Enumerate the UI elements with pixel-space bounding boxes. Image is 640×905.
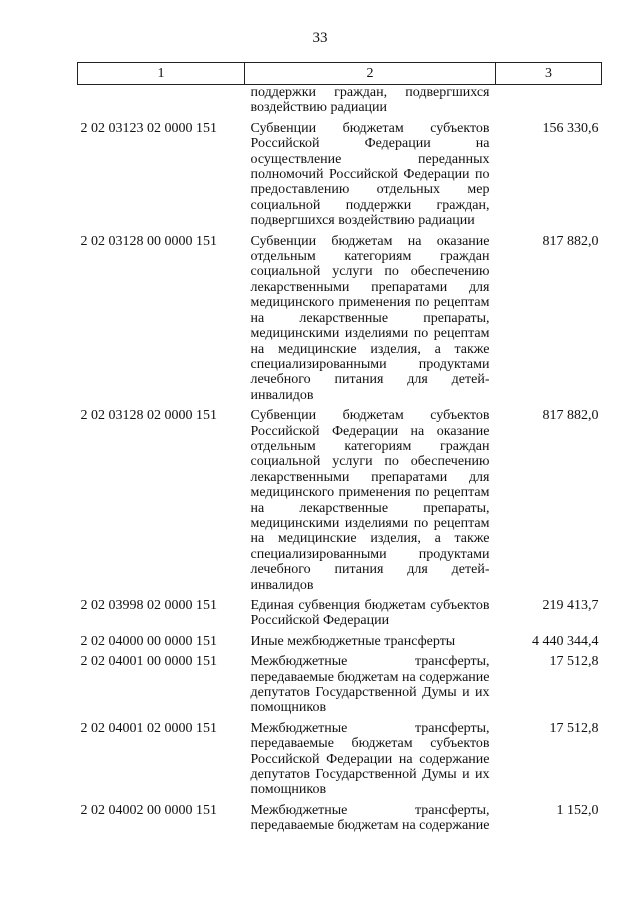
column-header-amount: 3 (496, 63, 602, 85)
row-amount: 817 882,0 (542, 408, 599, 424)
row-amount: 17 512,8 (549, 720, 599, 736)
column-header-code: 1 (78, 63, 245, 85)
row-code: 2 02 03128 02 0000 151 (80, 408, 217, 424)
row-name: Субвенции бюджетам субъектов Российской Федерации на осуществление переданных полномочий Российской Федерации по предоставлению отдельных мер социальной поддержки граждан, подвергшихся воздействию радиации (250, 120, 490, 229)
row-amount: 219 413,7 (542, 598, 599, 613)
table-row (78, 721, 602, 803)
table-row (78, 121, 602, 234)
row-name-cell (245, 598, 496, 634)
row-name-cell (245, 85, 496, 121)
table-row (78, 634, 602, 654)
table-header-row (78, 63, 602, 85)
row-code-cell (78, 85, 245, 121)
row-name-cell (245, 121, 496, 234)
row-amount: 1 152,0 (556, 802, 599, 818)
row-amount: 17 512,8 (549, 654, 599, 670)
row-code: 2 02 03998 02 0000 151 (80, 598, 217, 613)
row-name-cell (245, 654, 496, 721)
continuation-text: поддержки граждан, подвергшихся воздействию радиации (250, 85, 490, 116)
row-amount-cell (496, 85, 602, 121)
row-code: 2 02 04000 00 0000 151 (80, 633, 217, 649)
row-code: 2 02 04001 02 0000 151 (80, 720, 217, 736)
row-name: Единая субвенция бюджетам субъектов Российской Федерации (250, 598, 490, 629)
column-header-name: 2 (245, 63, 496, 85)
table-row (78, 654, 602, 721)
row-name: Межбюджетные трансферты, передаваемые бюджетам на содержание депутатов Государственной Думы и их помощников (250, 654, 490, 716)
row-name-cell (245, 721, 496, 803)
row-name-cell (245, 234, 496, 408)
row-code: 2 02 04002 00 0000 151 (80, 802, 217, 818)
row-name-cell (245, 408, 496, 598)
row-name: Субвенции бюджетам субъектов Российской Федерации на оказание отдельным категориям граждан социальной услуги по обеспечению лекарственными препаратами для медицинского применения по рецептам на лекарственные препараты, медицинскими изделиями по рецептам на медицинские изделия, а также специализированными продуктами лечебного питания для детей-инвалидов (250, 408, 490, 593)
row-name: Межбюджетные трансферты, передаваемые бюджетам на содержание (250, 802, 490, 834)
row-name: Субвенции бюджетам на оказание отдельным категориям граждан социальной услуги по обеспечению лекарственными препаратами для медицинского применения по рецептам на лекарственные препараты, медицинскими изделиями по рецептам на медицинские изделия, а также специализированными продуктами лечебного питания для детей-инвалидов (250, 233, 490, 403)
table-row (78, 234, 602, 408)
table-row (78, 803, 602, 839)
row-amount: 4 440 344,4 (532, 633, 599, 649)
row-code: 2 02 03128 00 0000 151 (80, 233, 217, 249)
row-code: 2 02 04001 00 0000 151 (80, 654, 217, 670)
page-number: 33 (312, 30, 328, 46)
table-row (78, 408, 602, 598)
row-amount: 156 330,6 (542, 120, 599, 136)
budget-table (77, 62, 602, 839)
row-name-cell (245, 803, 496, 839)
row-name-cell (245, 634, 496, 654)
row-amount: 817 882,0 (542, 233, 599, 249)
table-row-continuation (78, 85, 602, 121)
table-row (78, 598, 602, 634)
row-name: Межбюджетные трансферты, передаваемые бюджетам субъектов Российской Федерации на содержание депутатов Государственной Думы и их помощников (250, 720, 490, 798)
row-name: Иные межбюджетные трансферты (250, 633, 456, 649)
row-code: 2 02 03123 02 0000 151 (80, 120, 217, 136)
